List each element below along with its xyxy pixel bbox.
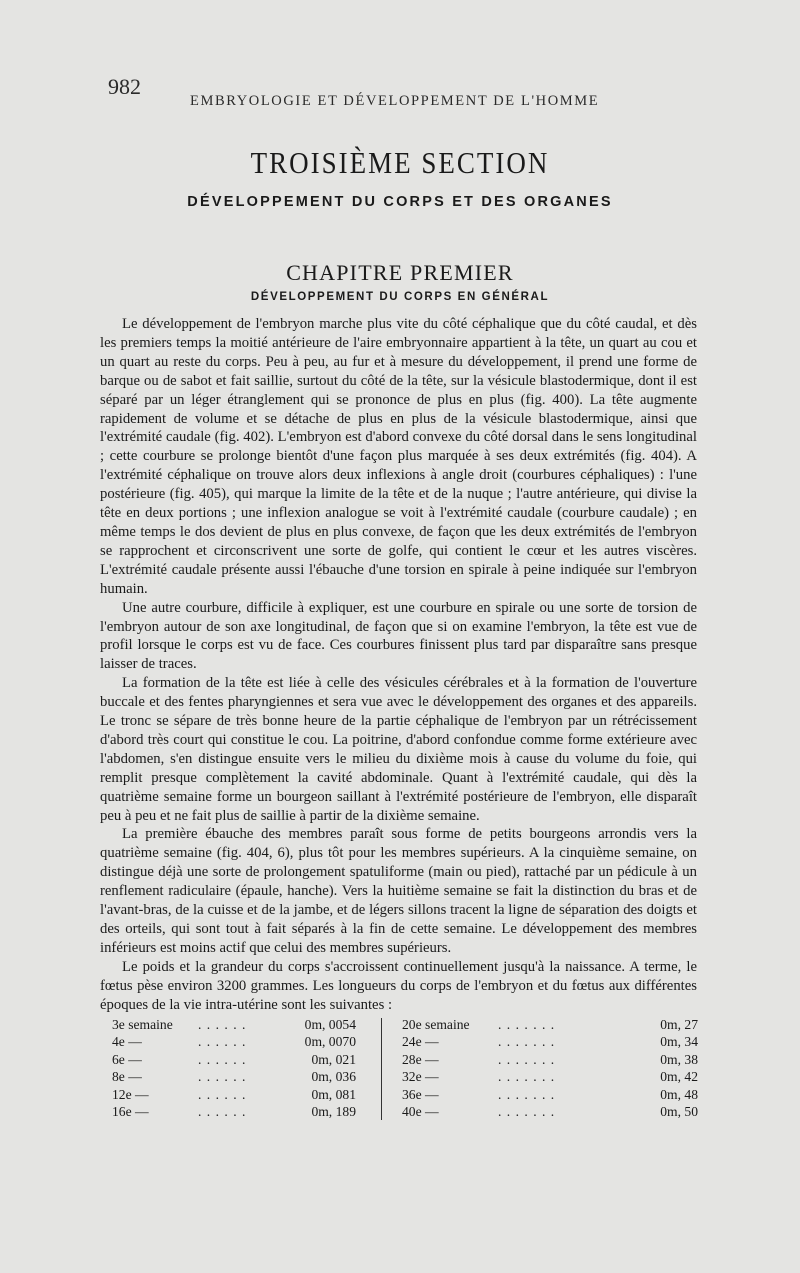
paragraph: Le poids et la grandeur du corps s'accroissent continuellement jusqu'à la naissance. A terme, le fœtus pèse environ 3200 grammes. Les longueurs du corps de l'embryon et du fœtus aux différentes époques de la vie intra-utérine sont les suivantes : [100, 958, 697, 1013]
length-value: 0m, 42 [660, 1069, 698, 1085]
body-text [100, 315, 697, 1015]
length-value: 0m, 50 [660, 1103, 698, 1119]
column-divider [381, 1018, 382, 1120]
table-row: 8e — . . . . . . 0m, 036 [112, 1069, 356, 1085]
table-row: 32e — . . . . . . . 0m, 42 [402, 1069, 698, 1085]
week-label: 16e — [112, 1103, 149, 1119]
length-value: 0m, 0070 [304, 1034, 356, 1050]
length-value: 0m, 021 [311, 1051, 356, 1067]
table-row: 6e — . . . . . . 0m, 021 [112, 1051, 356, 1067]
week-label: 32e — [402, 1069, 439, 1085]
week-label: 28e — [402, 1051, 439, 1067]
table-row: 3e semaine . . . . . . 0m, 0054 [112, 1017, 356, 1032]
length-value: 0m, 189 [311, 1103, 356, 1119]
week-label: 12e — [112, 1086, 149, 1102]
length-value: 0m, 27 [660, 1017, 698, 1032]
table-row: 24e — . . . . . . . 0m, 34 [402, 1034, 698, 1050]
table-row: 36e — . . . . . . . 0m, 48 [402, 1086, 698, 1102]
week-label: 24e — [402, 1034, 439, 1050]
week-label: 40e — [402, 1103, 439, 1119]
table-row: 12e — . . . . . . 0m, 081 [112, 1086, 356, 1102]
table-row: 16e — . . . . . . 0m, 189 [112, 1103, 356, 1119]
paragraph: La première ébauche des membres paraît sous forme de petits bourgeons arrondis vers la quatrième semaine (fig. 404, 6), plus tôt pour les membres supérieurs. A la cinquième semaine, on distingue déjà une sorte de prolongement spatuliforme (main ou pied), rattaché par un pédicule à un renflement radiculaire (épaule, hanche). Vers la huitième semaine se fait la distinction du bras et de l'avant-bras, de la cuisse et de la jambe, et de légers sillons tracent la ligne de séparation des doigts et des orteils, qui sont tout à fait séparés à la fin de cette semaine. Le développement des membres inférieurs est moins actif que celui des membres supérieurs. [100, 826, 697, 956]
length-value: 0m, 036 [311, 1069, 356, 1085]
lengths-table-left-column [112, 1016, 356, 1120]
week-label: 6e — [112, 1051, 142, 1067]
running-head: EMBRYOLOGIE ET DÉVELOPPEMENT DE L'HOMME [190, 93, 600, 109]
table-row: 20e semaine . . . . . . . 0m, 27 [402, 1017, 698, 1032]
length-value: 0m, 34 [660, 1034, 698, 1050]
week-label: 3e semaine [112, 1017, 173, 1032]
length-value: 0m, 48 [660, 1086, 698, 1102]
page-number: 982 [108, 74, 141, 99]
length-value: 0m, 38 [660, 1051, 698, 1067]
table-row: 28e — . . . . . . . 0m, 38 [402, 1051, 698, 1067]
week-label: 8e — [112, 1069, 142, 1085]
length-value: 0m, 081 [311, 1086, 356, 1102]
section-subtitle: DÉVELOPPEMENT DU CORPS ET DES ORGANES [187, 194, 613, 210]
paragraph: Le développement de l'embryon marche plus vite du côté céphalique que du côté caudal, et dès les premiers temps la moitié antérieure de l'aire embryonnaire appartient à la tête, un quart au cou et un quart au reste du corps. Peu à peu, au fur et à mesure du développement, il prend une forme de barque ou de sabot et fait saillie, surtout du côté de la tête, sur la vésicule blastodermique, dont il est séparé par un léger étranglement qui se prononce de plus en plus (fig. 400). La tête augmente rapidement de volume et se détache de plus en plus de la vésicule blastodermique, ainsi que l'extrémité caudale (fig. 402). L'embryon est d'abord convexe du côté dorsal dans le sens longitudinal ; cette courbure se prolonge bientôt d'une façon plus marquée à ses deux extrémités (fig. 404). A l'extrémité céphalique on trouve alors deux inflexions à angle droit (courbures céphaliques) : l'une postérieure (fig. 405), qui marque la limite de la tête et de la nuque ; l'autre antérieure, qui divise la tête en deux portions ; une inflexion analogue se voit à l'extrémité caudale (courbure caudale) ; en même temps le dos devient de plus en plus convexe, de façon que les deux extrémités de l'embryon se rapprochent et circonscrivent une sorte de golfe, qui contient le cœur et les autres viscères. L'extrémité caudale présente aussi l'ébauche d'une torsion en spirale à peine indiquée sur l'embryon humain. [100, 316, 697, 597]
paragraph: Une autre courbure, difficile à expliquer, est une courbure en spirale ou une sorte de torsion de l'embryon autour de son axe longitudinal, de façon que si on examine l'embryon, la tête est vue de profil lorsque le corps est vu de face. Ces courbures finissent plus tard par disparaître sans presque laisser de traces. [100, 599, 697, 673]
week-label: 20e semaine [402, 1017, 470, 1032]
length-value: 0m, 0054 [304, 1017, 356, 1032]
table-row: 4e — . . . . . . 0m, 0070 [112, 1034, 356, 1050]
week-label: 36e — [402, 1086, 439, 1102]
chapter-title: CHAPITRE PREMIER [286, 260, 514, 285]
table-row: 40e — . . . . . . . 0m, 50 [402, 1103, 698, 1119]
paragraph: La formation de la tête est liée à celle des vésicules cérébrales et à la formation de l'ouverture buccale et des fentes pharyngiennes et sera vue avec le développement des organes et des appareils. Le tronc se sépare de très bonne heure de la partie céphalique de l'embryon par un rétrécissement d'abord très court qui constitue le cou. La poitrine, d'abord confondue comme forme extérieure avec l'abdomen, s'en distingue ensuite vers le milieu du dixième mois à cause du volume du foie, qui remplit presque complètement la cavité abdominale. Quant à l'extrémité caudale, qui dès la quatrième semaine forme un bourgeon saillant à l'extrémité postérieure de l'embryon, elle disparaît peu à peu et ne fait plus de saillie à partir de la dixième semaine. [100, 675, 697, 824]
week-label: 4e — [112, 1034, 142, 1050]
chapter-subtitle: DÉVELOPPEMENT DU CORPS EN GÉNÉRAL [250, 291, 550, 303]
lengths-table-right-column [402, 1016, 698, 1120]
section-title: TROISIÈME SECTION [250, 146, 550, 180]
